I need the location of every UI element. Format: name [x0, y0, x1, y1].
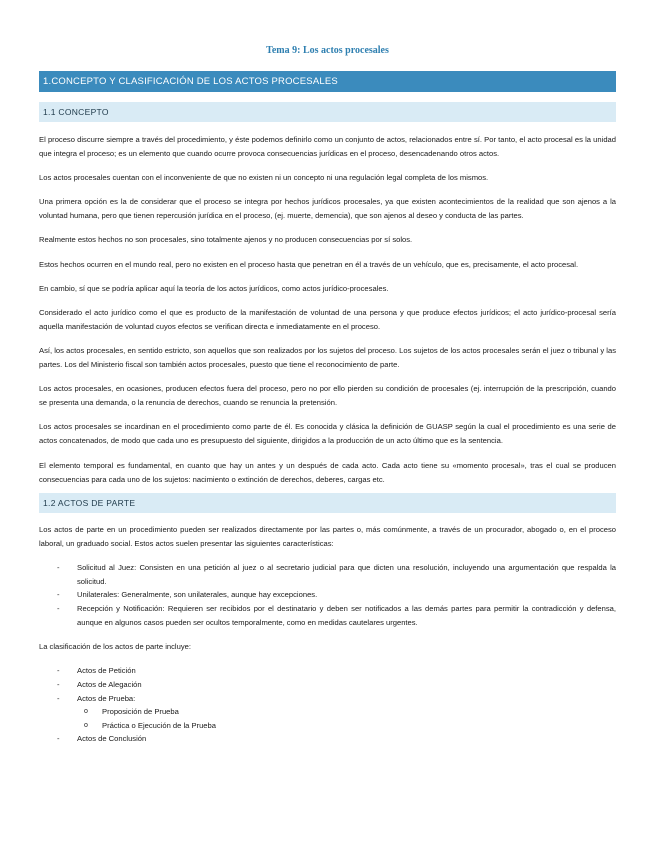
paragraph: Los actos de parte en un procedimiento pueden ser realizados directamente por las partes o, más comúnmente, a través de un procurador, abogado o, en el proceso laboral, un graduado social. Estos actos suelen presentar las siguientes características: [39, 524, 616, 548]
paragraph: Los actos procesales, en ocasiones, producen efectos fuera del proceso, pero no por ello pierden su condición de procesales (ej. interrupción de la prescripción, cuando se presenta una demanda, o la renuncia de derechos, cuando se renuncia la pretensión. [39, 384, 616, 408]
list-item: - Actos de Conclusión [39, 732, 616, 746]
paragraph: Los actos procesales cuentan con el inconveniente de que no existen ni un concepto ni una regulación legal completa de los mismos. [39, 173, 489, 183]
list-item: - Recepción y Notificación: Requieren ser recibidos por el destinatario y deben ser notificados a las demás partes para permitir la contradicción y defensa, aunque en algunos casos pueden ser ocultos temporalmente, como en medidas cautelares urgentes. [39, 602, 616, 630]
paragraph: La clasificación de los actos de parte incluye: [39, 641, 191, 651]
paragraph: Una primera opción es la de considerar que el proceso se integra por hechos jurídicos procesales, ya que existen acontecimientos de la realidad que son ajenos a la voluntad humana, pero que tienen repercusión jurídica en el proceso, (ej. muerte, demencia), que son ajenos al deseo y conducta de las partes. [39, 197, 616, 221]
list-item: - Unilaterales: Generalmente, son unilaterales, aunque hay excepciones. [39, 588, 616, 602]
list-item: - Actos de Petición [39, 664, 616, 678]
sub-list-item: o Práctica o Ejecución de la Prueba [39, 719, 616, 732]
sub-list [39, 705, 616, 732]
document-title: Tema 9: Los actos procesales [266, 45, 389, 56]
paragraph: Los actos procesales se incardinan en el procedimiento como parte de él. Es conocida y clásica la definición de GUASP según la cual el procedimiento es una serie de actos concatenados, de modo que cada uno es presupuesto del siguiente, dirigidos a la producción de un acto último que es la sentencia. [39, 422, 616, 446]
characteristics-list [39, 561, 616, 630]
paragraph: Realmente estos hechos no son procesales, sino totalmente ajenos y no producen consecuencias por sí solos. [39, 235, 413, 245]
list-item: - Actos de Alegación [39, 678, 616, 692]
sub-list-item: o Proposición de Prueba [39, 705, 616, 718]
paragraph: El proceso discurre siempre a través del procedimiento, y éste podemos definirlo como un conjunto de actos, relacionados entre sí. Por tanto, el acto procesal es la unidad que integra el proceso; es un elemento que cuando ocurre provoca consecuencias jurídicas en el proceso, desencadenando otros actos. [39, 135, 616, 159]
section-heading: 1.CONCEPTO Y CLASIFICACIÓN DE LOS ACTOS PROCESALES [39, 71, 616, 92]
subsection-heading: 1.1 CONCEPTO [39, 102, 616, 122]
subsection-heading: 1.2 ACTOS DE PARTE [39, 493, 616, 513]
classification-list [39, 664, 616, 746]
paragraph: Considerado el acto jurídico como el que es producto de la manifestación de voluntad de una persona y que produce efectos jurídicos; el acto jurídico-procesal sería aquella manifestación de voluntad cuyos efectos se verifican directa e inmediatamente en el proceso. [39, 307, 616, 331]
list-item-label: Actos de Prueba: [77, 693, 136, 703]
paragraph: Estos hechos ocurren en el mundo real, pero no existen en el proceso hasta que penetran en él a través de un vehículo, que es, precisamente, el acto procesal. [39, 259, 579, 269]
paragraph: El elemento temporal es fundamental, en cuanto que hay un antes y un después de cada acto. Cada acto tiene su «momento procesal», tras el cual se producen consecuencias para cada uno de los sujetos: nacimiento o extinción de derechos, deberes, cargas etc. [39, 460, 616, 484]
list-item [39, 692, 616, 733]
paragraph: Así, los actos procesales, en sentido estricto, son aquellos que son realizados por los sujetos del proceso. Los sujetos de los actos procesales serán el juez o tribunal y las partes. Los del Ministerio fiscal son también actos procesales, puesto que tiene el reconocimiento de parte. [39, 345, 616, 370]
list-item: - Solicitud al Juez: Consisten en una petición al juez o al secretario judicial para que dicten una resolución, incluyendo una argumentación que respalda la solicitud. [39, 561, 616, 589]
paragraph: En cambio, sí que se podría aplicar aquí la teoría de los actos jurídicos, como actos jurídico-procesales. [39, 283, 389, 293]
